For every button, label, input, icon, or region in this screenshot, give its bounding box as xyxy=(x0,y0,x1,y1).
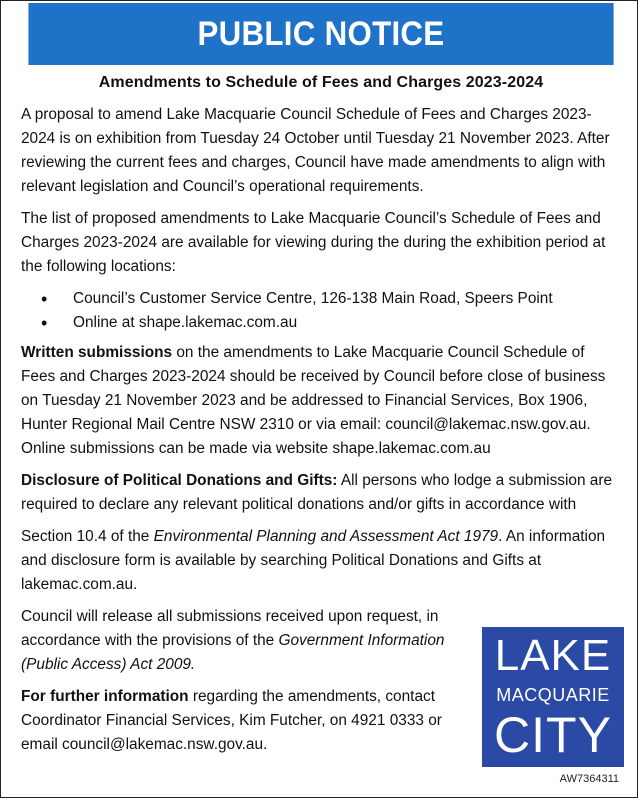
lake-macquarie-city-logo xyxy=(482,627,624,767)
further-info-heading: For further information xyxy=(21,688,189,705)
logo-line-city: CITY xyxy=(494,707,612,763)
paragraph-further-info xyxy=(21,685,461,757)
paragraph-epa-act xyxy=(21,525,621,597)
logo-line-lake: LAKE xyxy=(494,631,612,680)
disclosure-text: All persons who lodge a submission are required to declare any relevant political donations and/or gifts in accordance with xyxy=(21,472,613,513)
further-info-text: regarding the amendments, contact Coordinator Financial Services, Kim Futcher, on 4921 0333 or email council@lakemac.nsw.gov.au. xyxy=(21,688,442,753)
list-item: • Council’s Customer Service Centre, 126-138 Main Road, Speers Point xyxy=(21,287,621,311)
paragraph-release xyxy=(21,605,461,677)
written-submissions-heading: Written submissions xyxy=(21,344,173,361)
paragraph-written-submissions xyxy=(21,341,621,461)
disclosure-heading: Disclosure of Political Donations and Gifts: xyxy=(21,472,338,489)
paragraph-proposal: A proposal to amend Lake Macquarie Council Schedule of Fees and Charges 2023-2024 is on exhibition from Tuesday 24 October until Tuesday 21 November 2023. After reviewing the current fees and charges, Council have made amendments to align with relevant legislation and Council’s operational requirements. xyxy=(21,106,610,195)
epa-act-title: Environmental Planning and Assessment Act 1979 xyxy=(153,528,499,545)
list-item: • Online at shape.lakemac.com.au xyxy=(21,311,621,335)
paragraph-locations: The list of proposed amendments to Lake Macquarie Council’s Schedule of Fees and Charges 2023-2024 are available for viewing during the during the exhibition period at the following locations: xyxy=(21,210,606,275)
paragraph-disclosure xyxy=(21,469,621,517)
epa-act-post: . An information and disclosure form is available by searching Political Donations and Gifts at lakemac.com.au. xyxy=(21,528,606,593)
notice-subtitle: Amendments to Schedule of Fees and Charges 2023-2024 xyxy=(98,74,544,91)
epa-act-pre: Section 10.4 of the xyxy=(21,528,154,545)
notice-banner xyxy=(28,3,613,65)
logo-line-macquarie: MACQUARIE xyxy=(496,685,610,705)
locations-list xyxy=(21,287,621,335)
written-submissions-text: on the amendments to Lake Macquarie Council Schedule of Fees and Charges 2023-2024 should be received by Council before close of business on Tuesday 21 November 2023 and be addressed to Financial Services, Box 1906, Hunter Regional Mail Centre NSW 2310 or via email: council@lakemac.nsw.gov.au. Online submissions can be made via website shape.lakemac.com.au xyxy=(21,344,606,457)
advert-reference: AW7364311 xyxy=(559,773,619,785)
gipa-act-title: Government Information (Public Access) Act 2009. xyxy=(21,632,445,673)
banner-title: PUBLIC NOTICE xyxy=(197,14,445,53)
release-text: Council will release all submissions received upon request, in accordance with the provisions of the xyxy=(21,608,439,649)
